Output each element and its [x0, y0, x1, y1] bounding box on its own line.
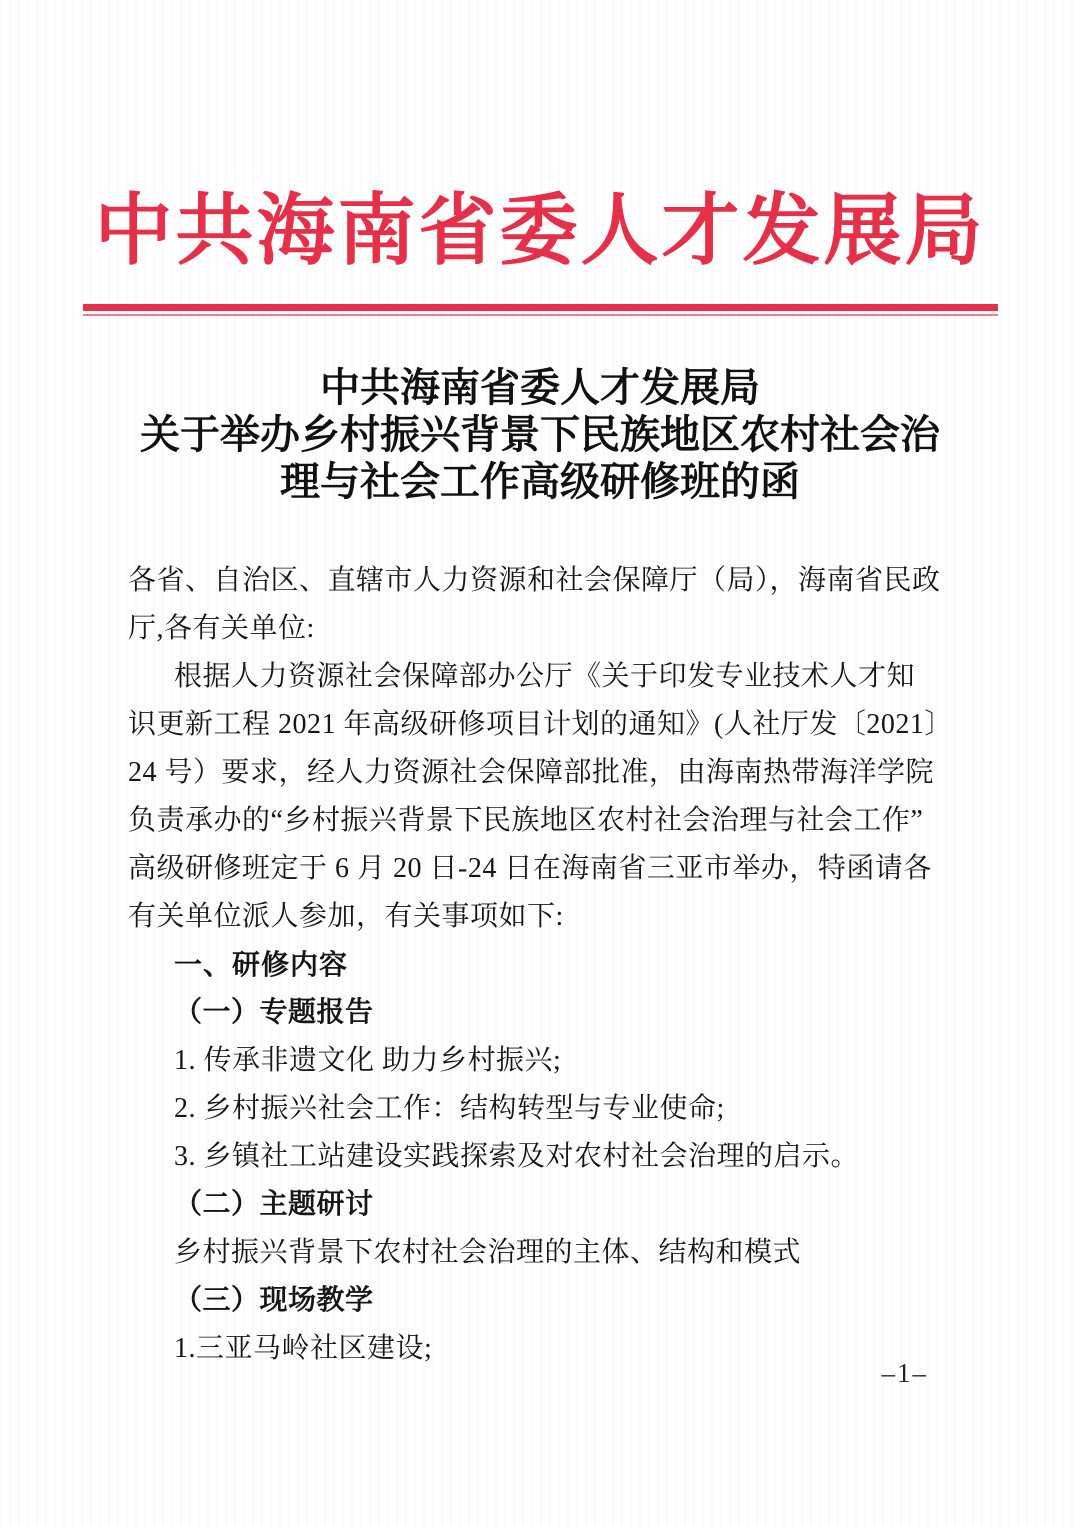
page-number: –1–	[881, 1358, 928, 1388]
list-item: 1. 传承非遗文化 助力乡村振兴;	[174, 1045, 562, 1076]
list-item: 3. 乡镇社工站建设实践探索及对农村社会治理的启示。	[174, 1141, 860, 1172]
list-item: 1.三亚马岭社区建设;	[174, 1333, 433, 1364]
paragraph-line: 24 号）要求，经人力资源社会保障部批准，由海南热带海洋学院	[128, 757, 935, 788]
red-rule-thin	[83, 314, 998, 316]
paragraph-line: 乡村振兴背景下农村社会治理的主体、结构和模式	[174, 1237, 802, 1268]
document-body	[128, 557, 952, 1373]
salutation-line: 各省、自治区、直辖市人力资源和社会保障厅（局），海南省民政	[128, 565, 941, 596]
red-rule-thick	[83, 304, 998, 311]
list-item: 2. 乡村振兴社会工作：结构转型与专业使命;	[174, 1093, 725, 1124]
letterhead-title: 中共海南省委人才发展局	[94, 187, 986, 274]
subsection-heading-2: （二）主题研讨	[174, 1189, 374, 1220]
section-heading-1: 一、研修内容	[174, 949, 349, 980]
document-title-line-3: 理与社会工作高级研修班的函	[280, 459, 800, 504]
document-title	[0, 364, 1080, 505]
red-separator	[83, 304, 998, 316]
paragraph-line: 高级研修班定于 6 月 20 日-24 日在海南省三亚市举办，特函请各	[128, 853, 932, 884]
paragraph-line: 负责承办的“乡村振兴背景下民族地区农村社会治理与社会工作”	[128, 805, 924, 836]
salutation-line: 厅,各有关单位:	[128, 613, 315, 644]
paragraph-line: 识更新工程 2021 年高级研修项目计划的通知》(人社厅发〔2021〕	[128, 709, 953, 740]
document-title-line-2: 关于举办乡村振兴背景下民族地区农村社会治	[140, 412, 940, 457]
paragraph-line: 根据人力资源社会保障部办公厅《关于印发专业技术人才知	[174, 661, 916, 692]
subsection-heading-3: （三）现场教学	[174, 1285, 374, 1316]
subsection-heading-1: （一）专题报告	[174, 997, 374, 1028]
paragraph-line: 有关单位派人参加，有关事项如下:	[128, 901, 564, 932]
document-title-line-1: 中共海南省委人才发展局	[320, 365, 760, 410]
